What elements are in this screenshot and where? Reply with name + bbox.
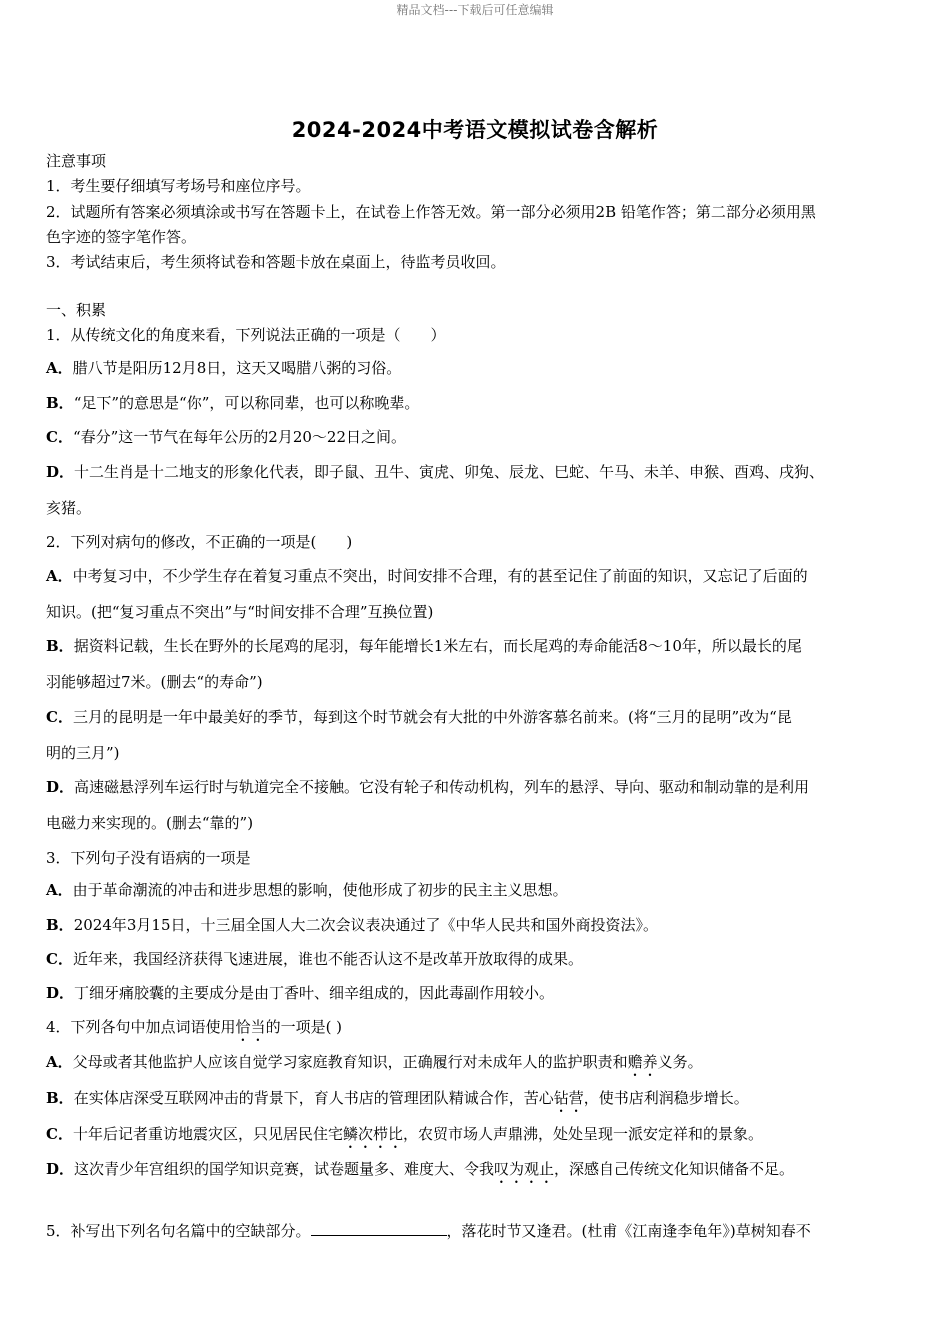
option-text: 近年来，我国经济获得飞速进展，谁也不能否认这不是改革开放取得的成果。 — [72, 950, 583, 968]
question-3-option-a — [46, 880, 914, 900]
option-label: A． — [46, 359, 73, 377]
stem-text: 4．下列各句中加点词语使用 — [46, 1018, 236, 1036]
question-2-option-d — [46, 777, 914, 797]
option-text: 三月的昆明是一年中最美好的季节，每到这个时节就会有大批的中外游客慕名前来。(将“三月的昆明”改为“昆 — [72, 708, 792, 726]
question-3-option-c — [46, 949, 914, 969]
option-text: 由于革命潮流的冲击和进步思想的影响，使他形成了初步的民主主义思想。 — [72, 881, 568, 899]
option-text: 义务。 — [657, 1053, 703, 1071]
dotted-word: 赡养 — [627, 1053, 658, 1071]
question-2-option-c — [46, 707, 914, 727]
notice-item: 3．考试结束后，考生须将试卷和答题卡放在桌面上，待监考员收回。 — [46, 253, 506, 271]
option-label: D． — [46, 463, 75, 481]
option-label: B． — [46, 394, 74, 412]
option-text: 十年后记者重访地震灾区，只见居民住宅 — [72, 1125, 343, 1143]
option-label: D． — [46, 984, 75, 1002]
notice-item: 2．试题所有答案必须填涂或书写在答题卡上，在试卷上作答无效。第一部分必须用2B 铅笔作答；第二部分必须用黑 — [46, 203, 816, 221]
question-4-option-d — [46, 1159, 914, 1187]
question-2-option-d-cont: 电磁力来实现的。(删去“靠的”) — [46, 814, 254, 832]
option-text: 2024年3月15日，十三届全国人大二次会议表决通过了《中华人民共和国外商投资法》。 — [73, 916, 658, 934]
stem-text: ，落花时节又逢君。(杜甫《江南逢李龟年》)草树知春不 — [446, 1222, 811, 1240]
option-text: 丁细牙痛胶囊的主要成分是由丁香叶、细辛组成的，因此毒副作用较小。 — [74, 984, 555, 1002]
option-text: 腊八节是阳历12月8日，这天又喝腊八粥的习俗。 — [72, 359, 402, 377]
dotted-word: 叹为观止 — [494, 1160, 555, 1178]
question-2-option-a — [46, 566, 914, 586]
option-text: “足下”的意思是“你”，可以称同辈，也可以称晚辈。 — [73, 394, 420, 412]
option-label: C． — [46, 950, 73, 968]
option-text: “春分”这一节气在每年公历的2月20～22日之间。 — [72, 428, 407, 446]
option-text: 这次青少年宫组织的国学知识竞赛，试卷题量多、难度大、令我 — [74, 1160, 495, 1178]
question-3-stem: 3．下列句子没有语病的一项是 — [46, 849, 251, 867]
option-text: ，农贸市场人声鼎沸，处处呈现一派安定祥和的景象。 — [402, 1125, 763, 1143]
notice-item: 1．考生要仔细填写考场号和座位序号。 — [46, 177, 311, 195]
option-label: C． — [46, 1125, 73, 1143]
dotted-word: 鳞次栉比 — [342, 1125, 403, 1143]
option-label: B． — [46, 916, 74, 934]
option-label: D． — [46, 778, 75, 796]
notice-item: 色字迹的签字笔作答。 — [46, 228, 197, 246]
question-4-option-a — [46, 1052, 914, 1080]
question-4-option-c — [46, 1124, 914, 1152]
option-label: A． — [46, 567, 73, 585]
option-label: D． — [46, 1160, 75, 1178]
watermark: 精品文档---下载后可任意编辑 — [396, 3, 554, 17]
option-label: C． — [46, 708, 73, 726]
question-2-option-b — [46, 636, 914, 656]
option-text: 中考复习中，不少学生存在着复习重点不突出，时间安排不合理，有的甚至记住了前面的知识，又忘记了后面的 — [72, 567, 808, 585]
option-label: A． — [46, 881, 73, 899]
option-text: 高速磁悬浮列车运行时与轨道完全不接触。它没有轮子和传动机构，列车的悬浮、导向、驱动和制动靠的是利用 — [74, 778, 810, 796]
dotted-word: 钻营 — [553, 1089, 584, 1107]
question-3-option-d — [46, 983, 914, 1003]
question-1-stem: 1．从传统文化的角度来看，下列说法正确的一项是（ ） — [46, 326, 446, 344]
notice-heading: 注意事项 — [46, 152, 107, 170]
section-heading: 一、积累 — [46, 301, 107, 319]
question-1-option-c — [46, 427, 914, 447]
option-label: B． — [46, 637, 74, 655]
option-text: ，使书店利润稳步增长。 — [583, 1089, 749, 1107]
question-2-option-c-cont: 明的三月”) — [46, 744, 120, 762]
option-label: B． — [46, 1089, 74, 1107]
stem-text: 的一项是( ) — [265, 1018, 343, 1036]
question-5-stem — [46, 1221, 914, 1241]
option-text: 十二生肖是十二地支的形象化代表，即子鼠、丑牛、寅虎、卯兔、辰龙、巳蛇、午马、未羊、申猴、酉鸡、戌狗、 — [74, 463, 825, 481]
page-title: 2024-2024中考语文模拟试卷含解析 — [291, 118, 659, 142]
question-4-stem — [46, 1017, 914, 1045]
question-1-option-d-cont: 亥猪。 — [46, 499, 92, 517]
option-label: C． — [46, 428, 73, 446]
question-4-option-b — [46, 1088, 914, 1116]
question-1-option-d — [46, 462, 914, 482]
option-text: 在实体店深受互联网冲击的背景下，育人书店的管理团队精诚合作，苦心 — [73, 1089, 554, 1107]
question-2-option-a-cont: 知识。(把“复习重点不突出”与“时间安排不合理”互换位置) — [46, 603, 434, 621]
question-2-stem: 2．下列对病句的修改，不正确的一项是( ) — [46, 533, 353, 551]
dotted-word: 恰当 — [235, 1018, 266, 1036]
option-text: 据资料记载，生长在野外的长尾鸡的尾羽，每年能增长1米左右，而长尾鸡的寿命能活8～10年，所以最长的尾 — [73, 637, 802, 655]
question-3-option-b — [46, 915, 914, 935]
option-text: 父母或者其他监护人应该自觉学习家庭教育知识，正确履行对未成年人的监护职责和 — [72, 1053, 628, 1071]
stem-text: 5．补写出下列名句名篇中的空缺部分。 — [46, 1222, 311, 1240]
question-2-option-b-cont: 羽能够超过7米。(删去“的寿命”) — [46, 673, 263, 691]
question-1-option-a — [46, 358, 914, 378]
option-text: ，深感自己传统文化知识储备不足。 — [554, 1160, 795, 1178]
option-label: A． — [46, 1053, 73, 1071]
question-1-option-b — [46, 393, 914, 413]
answer-blank[interactable] — [311, 1221, 447, 1236]
